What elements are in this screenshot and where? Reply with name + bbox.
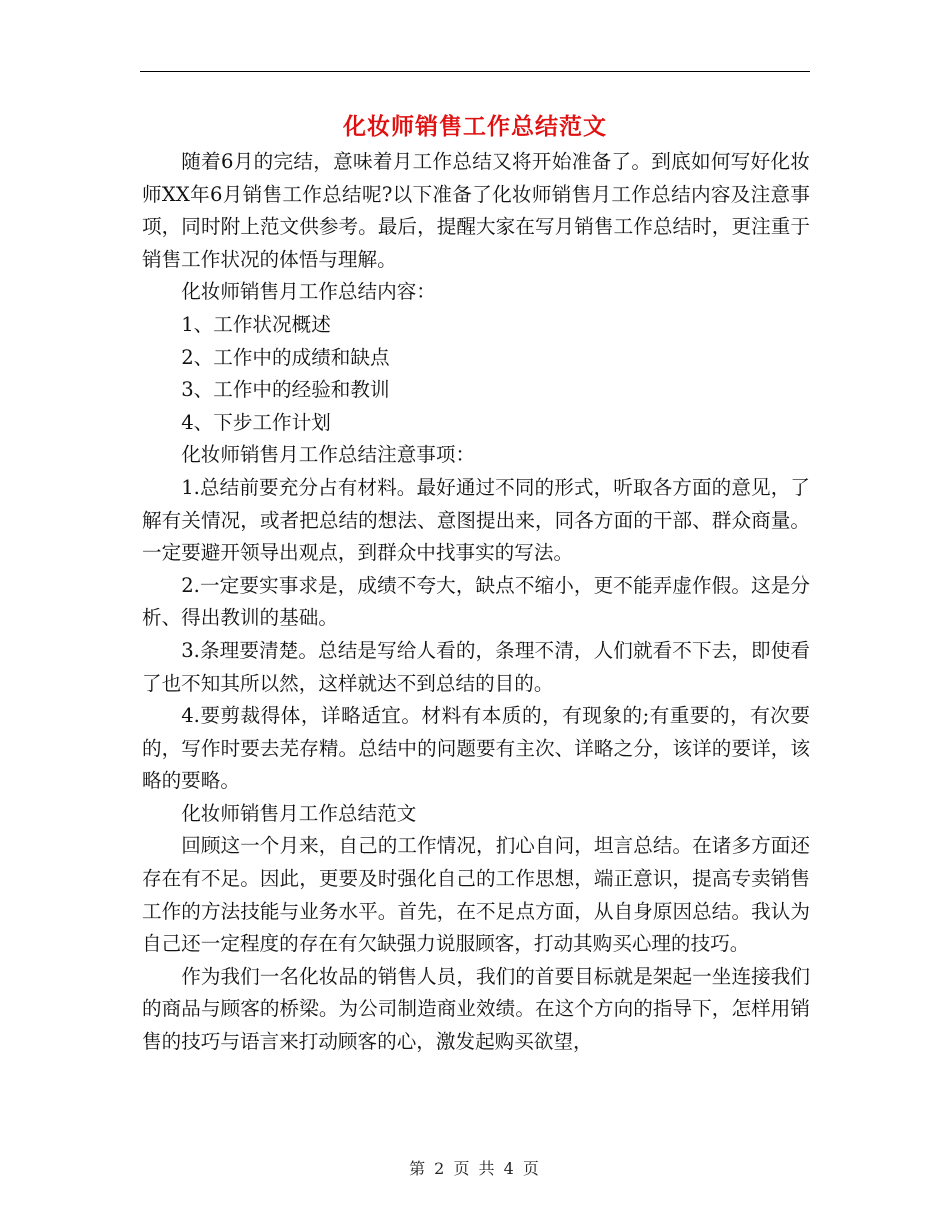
note-item-2: 2.一定要实事求是，成绩不夸大，缺点不缩小，更不能弄虚作假。这是分析、得出教训的基础。 <box>142 573 810 630</box>
paragraph-sample-heading: 化妆师销售月工作总结范文 <box>181 801 417 825</box>
document-title: 化妆师销售工作总结范文 <box>343 113 607 140</box>
document-body <box>142 146 810 1059</box>
paragraph-sample-1: 回顾这一个月来，自己的工作情况，扪心自问，坦言总结。在诸多方面还存在有不足。因此，更要及时强化自己的工作思想，端正意识，提高专卖销售工作的方法技能与业务水平。首先，在不足点方面，从自身原因总结。我认为自己还一定程度的存在有欠缺强力说服顾客，打动其购买心理的技巧。 <box>142 834 810 956</box>
paragraph-notes-heading: 化妆师销售月工作总结注意事项： <box>181 443 476 467</box>
paragraph-intro: 随着6月的完结，意味着月工作总结又将开始准备了。到底如何写好化妆师XX年6月销售工作总结呢?以下准备了化妆师销售月工作总结内容及注意事项，同时附上范文供参考。最后，提醒大家在写月销售工作总结时，更注重于销售工作状况的体悟与理解。 <box>142 150 810 271</box>
paragraph-sample-2: 作为我们一名化妆品的销售人员，我们的首要目标就是架起一坐连接我们的商品与顾客的桥梁。为公司制造商业效绩。在这个方向的指导下，怎样用销售的技巧与语言来打动顾客的心，激发起购买欲望， <box>142 964 810 1054</box>
list-item-3: 3、工作中的经验和教训 <box>181 378 390 402</box>
header-rule <box>140 71 810 72</box>
paragraph-content-heading: 化妆师销售月工作总结内容： <box>181 280 436 304</box>
note-item-3: 3.条理要清楚。总结是写给人看的，条理不清，人们就看不下去，即使看了也不知其所以然，这样就达不到总结的目的。 <box>142 638 810 695</box>
list-item-4: 4、下步工作计划 <box>181 410 331 434</box>
note-item-1: 1.总结前要充分占有材料。最好通过不同的形式，听取各方面的意见，了解有关情况，或者把总结的想法、意图提出来，同各方面的干部、群众商量。一定要避开领导出观点，到群众中找事实的写法。 <box>142 475 810 565</box>
note-item-4: 4.要剪裁得体，详略适宜。材料有本质的，有现象的;有重要的，有次要的，写作时要去芜存精。总结中的问题要有主次、详略之分，该详的要详，该略的要略。 <box>142 704 810 793</box>
list-item-2: 2、工作中的成绩和缺点 <box>181 345 390 369</box>
page-number: 第 2 页 共 4 页 <box>409 1159 541 1178</box>
list-item-1: 1、工作状况概述 <box>181 312 331 336</box>
